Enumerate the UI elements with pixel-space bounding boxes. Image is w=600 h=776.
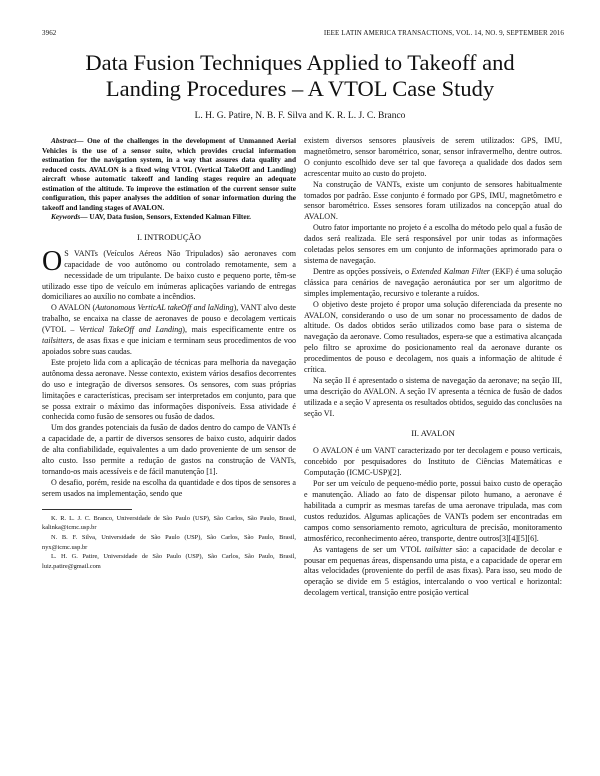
keywords-label: Keywords [51, 212, 81, 222]
right-column [304, 136, 562, 599]
paper-title [0, 50, 600, 102]
p2-part-c: ), mais especificamente entre os [182, 325, 296, 335]
right-paragraph-3: Outro fator importante no projeto é a escolha do método pelo qual a fusão de dados será realizada. Ele será responsável por unir todas as informações coletadas pelos sensores em um conjunto de informações aprimorado para o sistema de navegação. [304, 223, 562, 265]
intro-paragraph-1-text: S VANTs (Veículos Aéreos Não Tripulados) são aeronaves com capacidade de voo autônomo ou controlado remotamente, sem a necessidade de um tripulante. De baixo custo e pequeno porte, têm-se utilizado esse tipo de veículo em inúmeras aplicações variando de entregas domiciliares ao auxílio no combate a incêndios. [42, 248, 296, 302]
right-paragraph-2: Na construção de VANTs, existe um conjunto de sensores habitualmente tomados por padrão. Esse conjunto é formado por GPS, IMU, magnetômetro e sensor barométrico. Esses sensores foram utilizados na concepção atual do AVALON. [304, 179, 562, 222]
footnote-silva: N. B. F. Silva, Universidade de São Paulo (USP), São Carlos, São Paulo, Brasil, nyx@icmc.usp.br [42, 534, 296, 551]
s2p3-em: tailsitter [424, 544, 453, 554]
p2-part-a: O AVALON ( [51, 303, 96, 313]
right-paragraph-5: O objetivo deste projeto é propor uma solução diferenciada da presente no AVALON, considerando o uso de um sonar no processamento de dados de altitude. Os dados obtidos serão utilizados como base para o sistema de navegação da aeronave. Como resultados, espera-se que a estimativa alcançada pelo filtro se aproxime do posicionamento real da aeronave durante os procedimentos de pouso e decolagem, nos quais a informação de altitude é crítica. [304, 299, 562, 375]
avalon-paragraph-3 [304, 545, 562, 600]
avalon-paragraph-1: O AVALON é um VANT caracterizado por ter decolagem e pouso verticais, concebido por pesquisadores do Instituto de Ciências Matemáticas e Computação (ICMC-USP)[2]. [304, 446, 562, 478]
abstract-label: Abstract [51, 136, 77, 145]
s2p3-part-b: são: a capacidade de decolar e pousar em pequenas áreas, dispensando uma pista, e a capacidade de operar em altas velocidades (proveniente do perfil de asas fixas). Para isso, seu modo de operação se divide em 5 estágios, intercalando o voo vertical e horizontal: decolagem vertical, transição entre posição vertical [304, 544, 562, 598]
intro-paragraph-1 [42, 245, 296, 304]
title-line-1: Data Fusion Techniques Applied to Takeoff and [85, 50, 515, 75]
p2-em-b: Vertical TakeOff and Landing [79, 325, 183, 335]
title-line-2: Landing Procedures – A VTOL Case Study [105, 76, 495, 101]
footnote-patire: L. H. G. Patire, Universidade de São Paulo (USP), São Carlos, São Paulo, Brasil, luiz.patire@gmail.com [42, 553, 296, 571]
intro-paragraph-3: Este projeto lida com a aplicação de técnicas para melhoria da navegação autônoma dessa aeronave. Nesse contexto, existem vários desafios decorrentes do uso e integração de diversos sensores. Os sensores, com suas próprias limitações e características, precisam ser interpretados em conjunto, para que se possa extrair o máximo das informações disponíveis. Essa atividade é conhecida como fusão de sensores ou fusão de dados. [42, 357, 296, 422]
right-paragraph-4 [304, 267, 562, 300]
p4-part-a: Dentre as opções possíveis, o [313, 266, 412, 276]
p4-part-b: (EKF) é uma solução clássica para cenários de navegação aeronáutica por ser um algoritmo de simples implementação, recursivo e tolerante a ruídos. [304, 266, 562, 298]
section-heading-avalon: II. AVALON [411, 427, 455, 438]
author-list: L. H. G. Patire, N. B. F. Silva and K. R. L. J. C. Branco [194, 111, 406, 121]
s2p3-part-a: As vantagens de ser um VTOL [313, 544, 425, 554]
page-number: 3962 [42, 29, 57, 37]
avalon-paragraph-2: Por ser um veículo de pequeno-médio porte, possui baixo custo de operação e manutenção. Aliado ao fato de dispensar piloto humano, a aeronave é habilitada a cumprir as mesmas tarefas de uma aeronave tripulada, mas com custos reduzidos. Algumas aplicações de VANTs podem ser encontradas em campos como sensoriamento remoto, agricultura de precisão, monitoramento atmosférico, reconhecimento aéreo, transporte, dentre outros[3][4][5][6]. [304, 479, 562, 543]
section-heading-introduction: I. INTRODUÇÃO [137, 231, 201, 242]
p2-em-a: Autonomous VerticAL takeOff and laNding [95, 303, 234, 313]
intro-paragraph-5: O desafio, porém, reside na escolha da quantidade e dos tipos de sensores a serem usados na implementação, sendo que [42, 477, 296, 498]
p2-part-b: ), VANT alvo deste trabalho, se encaixa na classe de aeronaves de pouso e decolagem verticais (VTOL – [42, 303, 296, 335]
footnote-branco: K. R. L. J. C. Branco, Universidade de São Paulo (USP), São Carlos, São Paulo, Brasil, kalinka@icmc.usp.br [42, 514, 296, 532]
keywords [42, 212, 296, 222]
drop-cap: O [42, 245, 63, 277]
abstract [42, 136, 296, 212]
intro-paragraph-4: Um dos grandes potenciais da fusão de dados dentro do campo de VANTs é a capacidade de, a partir de diversos sensores de baixo custo, adquirir dados de alta confiabilidade, equivalentes a um dado proveniente de um sensor de alto custo. Isso permite a redução de gastos na construção de VANTs, tornando-os mais acessíveis e de fácil manutenção [1]. [42, 423, 296, 476]
intro-paragraph-2 [42, 303, 296, 358]
p2-em-c: tailsitters [42, 336, 73, 346]
abstract-text: — One of the challenges in the development of Unmanned Aerial Vehicles is the use of a sensor suite, which provides crucial information estimation for the navigation system, in a way that assures data quality and reduced costs. AVALON is a fixed wing VTOL (Vertical TakeOff and Landing) aircraft whose automatic takeoff and landing stages require an adequate estimation of the altitude. To improve the estimation of the current sensor suite configuration, this paper analyses the addition of sonar information during the takeoff and landing stages of AVALON. [42, 136, 296, 212]
right-paragraph-6: Na seção II é apresentado o sistema de navegação da aeronave; na seção III, uma descrição do AVALON. A seção IV apresenta a técnica de fusão de dados utilizada e a seção V apresenta os resultados obtidos, seguido das conclusões na seção VI. [304, 375, 562, 418]
journal-header: IEEE LATIN AMERICA TRANSACTIONS, VOL. 14, NO. 9, SEPTEMBER 2016 [323, 29, 564, 37]
keywords-text: — UAV, Data fusion, Sensors, Extended Kalman Filter. [80, 212, 251, 222]
p2-part-d: , de asas fixas e que iniciam e terminam seus procedimentos de voo apoiados sobre suas caudas. [42, 336, 296, 356]
left-column [42, 136, 296, 572]
right-paragraph-1: existem diversos sensores plausíveis de serem utilizados: GPS, IMU, magnetômetro, sensor barométrico, sonar, sensor infravermelho, dentre outros. O conjunto escolhido deve ser tal que favoreça a qualidade dos dados sem acrescentar muito ao custo do projeto. [304, 136, 562, 178]
p4-em: Extended Kalman Filter [411, 266, 490, 276]
footnote-rule [42, 509, 132, 510]
